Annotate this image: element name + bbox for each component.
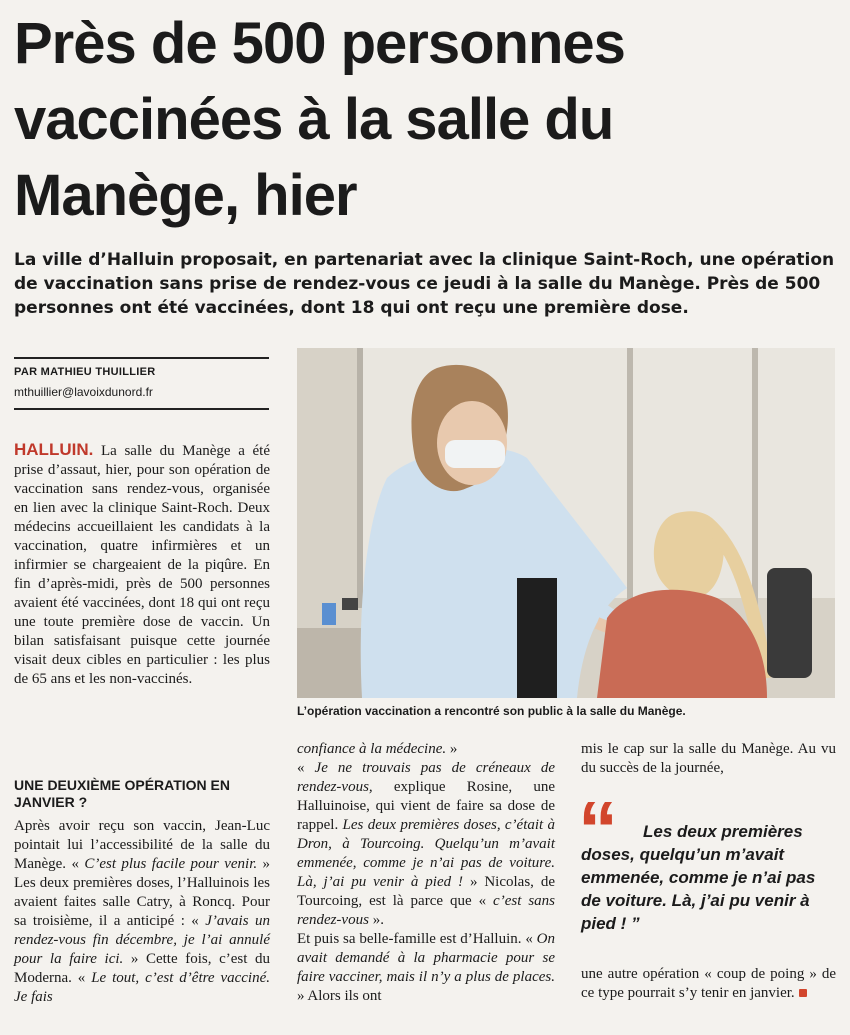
quote-run: On avait demandé à la pharmacie pour se faire vacciner, mais il n’y a plus de places. <box>297 931 555 985</box>
headline: Près de 500 personnes vaccinées à la salle du Manège, hier <box>14 11 625 228</box>
photo-caption: L’opération vaccination a rencontré son public à la salle du Manège. <box>297 704 686 718</box>
text-run: une autre opération « coup de poing » de ce type pourrait s’y tenir en janvier. <box>581 966 836 1001</box>
text-run: « <box>297 760 315 776</box>
text-run: » Nicolas, de Tourcoing, est là parce que « <box>297 874 555 909</box>
quote-run: J’avais un rendez-vous fin décembre, je l’ai annulé pour la faire ici. <box>14 913 270 967</box>
body-column-3-top: mis le cap sur la salle du Manège. Au vu du succès de la journée, <box>581 741 836 776</box>
dateline: HALLUIN. <box>14 440 94 459</box>
byline-bottom-rule <box>14 408 269 410</box>
byline-top-rule <box>14 357 269 359</box>
quote-run: confiance à la médecine. <box>297 741 447 757</box>
text-run: » Les deux premières doses, l’Halluinois les avaient faites salle Catry, à Roncq. Pour sa troisième, il a anticipé : « <box>14 856 271 929</box>
byline-email[interactable]: mthuillier@lavoixdunord.fr <box>14 385 153 399</box>
pullquote-text: Les deux premières doses, quelqu’un m’avait emmenée, comme je n’ai pas de voiture. Là, j’ai pu venir à pied ! <box>581 822 816 933</box>
close-quote-icon: ” <box>631 914 640 933</box>
quote-run: Je ne trouvais pas de créneaux de rendez-vous, <box>297 760 555 795</box>
paragraph-1: La salle du Manège a été prise d’assaut, hier, pour son opération de vaccination sans rendez-vous, organisée en lien avec la clinique Saint-Roch. Deux médecins accueillaient les candidats à la vaccination, quatre infirmières et un infirmier se chargeaient de la piqûre. En fin d’après-midi, près de 500 personnes avaient été vaccinées, dont 18 qui ont reçu une toute première dose de vaccin. Un bilan satisfaisant puisque cette journée visait deux cibles en particulier : les plus de 65 ans et les non-vaccinés. <box>14 443 270 687</box>
end-of-article-icon <box>799 989 807 997</box>
body-column-1 <box>14 440 270 689</box>
article-photo <box>297 348 835 698</box>
pullquote <box>581 820 836 935</box>
adjacent-page-bleed <box>700 0 850 260</box>
byline-author: PAR MATHIEU THUILLIER <box>14 366 156 378</box>
text-run: Et puis sa belle-famille est d’Halluin. « <box>297 931 537 947</box>
body-column-1-continued <box>14 817 270 1007</box>
text-run: ». <box>368 912 384 928</box>
vaccination-scene-illustration <box>297 348 835 698</box>
open-quote-icon: “ <box>578 785 618 874</box>
quote-run: c’est sans rendez-vous <box>297 893 555 928</box>
text-run: Après avoir reçu son vaccin, Jean-Luc pointait lui l’accessibilité de la salle du Manège. « <box>14 818 270 872</box>
text-run: explique Rosine, une Halluinoise, qui vient de faire sa dose de rappel. <box>297 779 555 833</box>
text-run: » Alors ils ont <box>297 988 382 1004</box>
body-column-3-bottom <box>581 965 836 1003</box>
text-run: » <box>446 741 458 757</box>
quote-run: C’est plus facile pour venir. <box>84 856 258 872</box>
quote-run: Le tout, c’est d’être vacciné. Je fais <box>14 970 270 1005</box>
quote-run: Les deux premières doses, c’était à Dron, à Tourcoing. Quelqu’un m’avait emmenée, comme je n’ai pas de voiture. Là, j’ai pu venir à pied ! <box>297 817 556 890</box>
lede: La ville d’Halluin proposait, en partenariat avec la clinique Saint-Roch, une opération de vaccination sans prise de rendez-vous ce jeudi à la salle du Manège. Près de 500 personnes ont été vaccinées, dont 18 qui ont reçu une première dose. <box>14 250 835 318</box>
body-column-2 <box>297 740 555 1006</box>
subhead: UNE DEUXIÈME OPÉRATION EN JANVIER ? <box>14 777 230 810</box>
text-run: » Cette fois, c’est du Moderna. « <box>14 951 270 986</box>
